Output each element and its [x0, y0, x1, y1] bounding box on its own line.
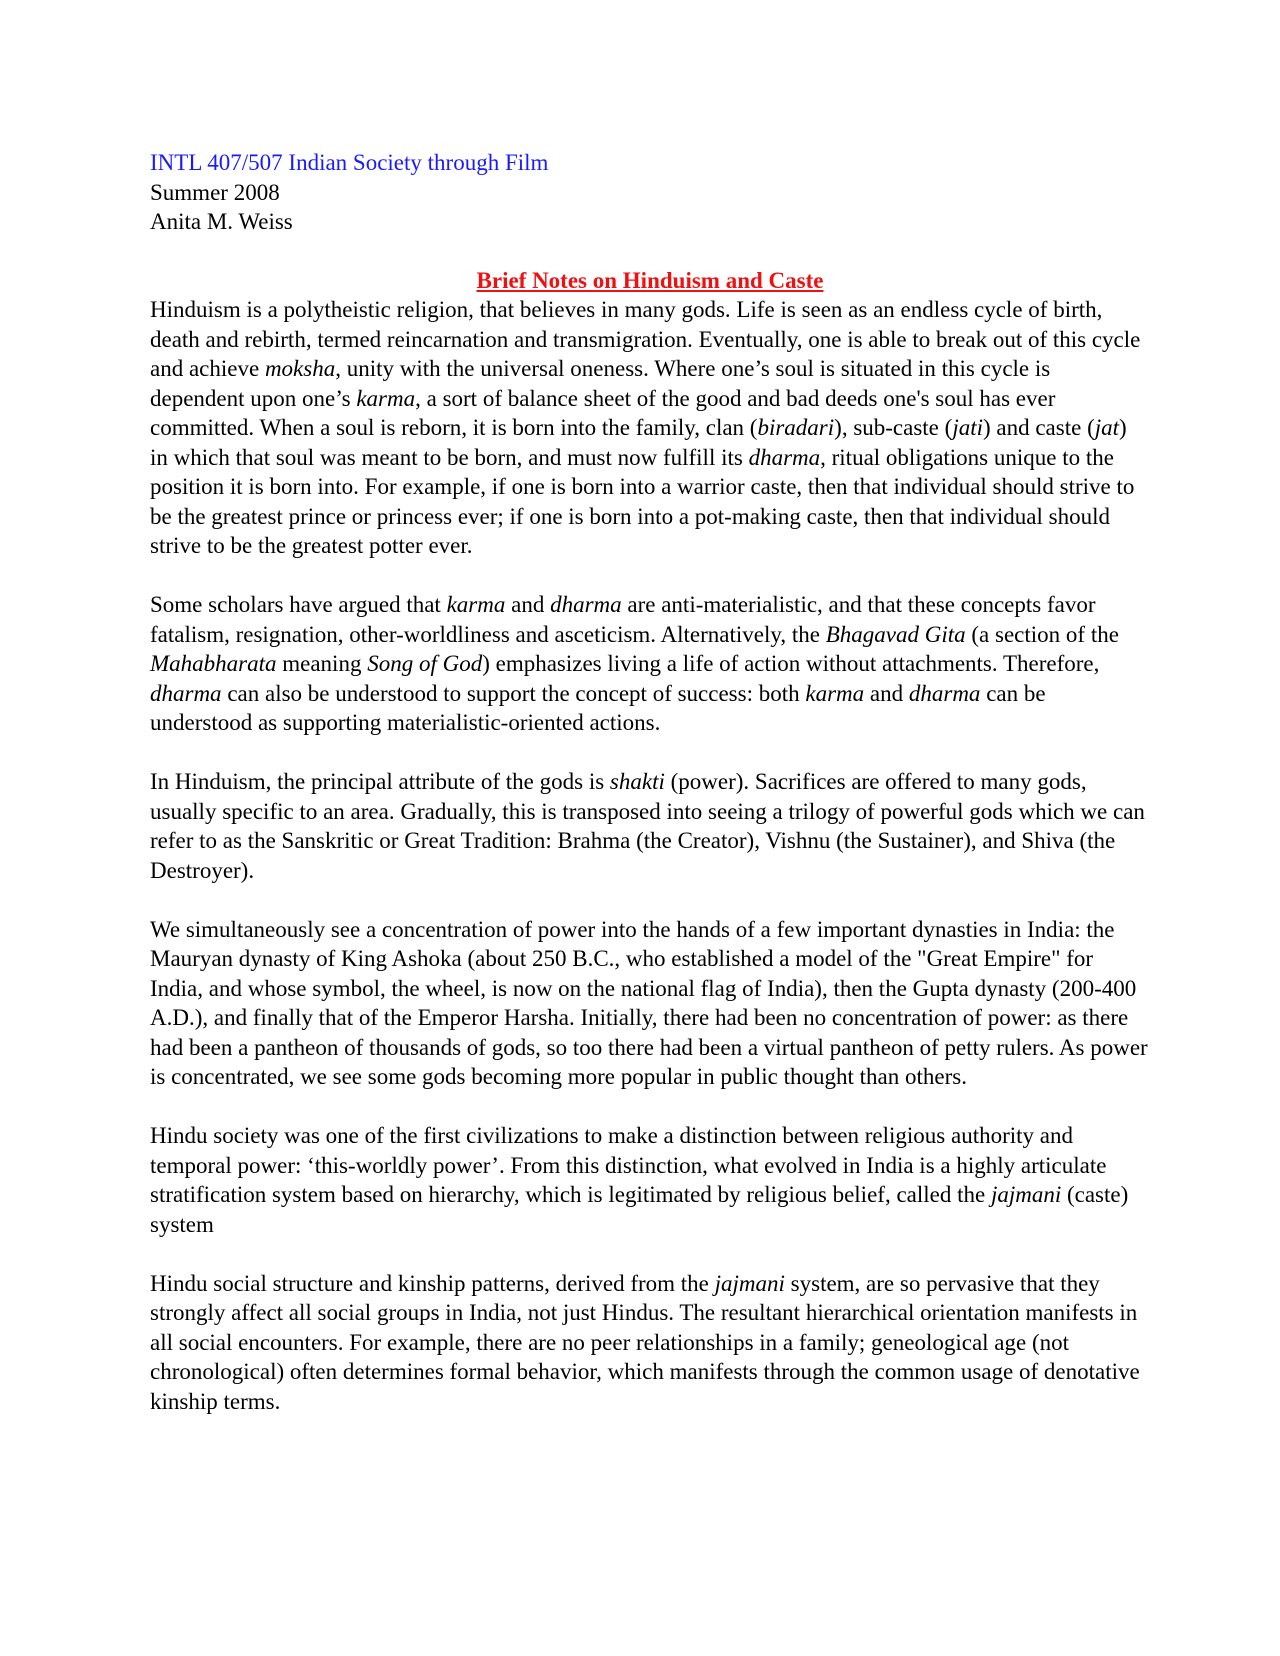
text-run: Hindu social structure and kinship patterns, derived from the: [150, 1270, 715, 1296]
text-run: In Hinduism, the principal attribute of the gods is: [150, 769, 610, 794]
text-run: , a sort of balance sheet of the good and bad deeds one's soul has ever committed. When a soul is reborn, it is born into the family, clan (: [150, 385, 1056, 440]
paragraph-kinship: [150, 1269, 1150, 1417]
document-body: [150, 295, 1150, 1416]
italic-term: jati: [952, 415, 983, 440]
text-run: ), sub-caste (: [834, 415, 953, 440]
italic-term: karma: [805, 680, 865, 706]
paragraph-reincarnation: [150, 295, 1150, 561]
text-run: and: [864, 680, 909, 706]
italic-term: jajmani: [990, 1182, 1062, 1207]
italic-term: karma: [356, 385, 416, 411]
text-run: Hindu society was one of the first civilizations to make a distinction between religious authority and temporal power: ‘this-worldly power’. From this distinction, what evolved in India is a highly articulate stratification system based on hierarchy, which is legitimated by religious belief, called the: [150, 1123, 1107, 1207]
italic-term: jat: [1094, 415, 1120, 440]
text-run: and: [505, 592, 551, 617]
text-run: can also be understood to support the concept of success: both: [221, 680, 806, 706]
italic-term: Song of God: [367, 651, 483, 676]
text-run: (a section of the: [965, 621, 1119, 647]
italic-term: shakti: [609, 769, 665, 794]
paragraph-karma-dharma: [150, 590, 1150, 738]
italic-term: dharma: [550, 592, 622, 617]
paragraph-dynasties: [150, 915, 1150, 1092]
text-run: (caste) system: [150, 1182, 1129, 1237]
author: Anita M. Weiss: [150, 209, 293, 234]
text-run: , unity with the universal oneness. Where one’s soul is situated in this cycle is dependent upon one’s: [150, 356, 1051, 411]
text-run: Hinduism is a polytheistic religion, that believes in many gods. Life is seen as an endless cycle of birth, death and rebirth, termed reincarnation and transmigration. Eventually, one is able to break out of this cycle and achieve: [150, 297, 1141, 381]
text-run: ) emphasizes living a life of action without attachments. Therefore,: [482, 651, 1100, 676]
italic-term: jajmani: [714, 1270, 785, 1296]
term: Summer 2008: [150, 179, 280, 205]
italic-term: Mahabharata: [150, 651, 277, 676]
text-run: ) and caste (: [982, 415, 1095, 440]
course-title: INTL 407/507 Indian Society through Film: [150, 150, 549, 175]
paragraph-shakti: [150, 767, 1150, 885]
italic-term: moksha: [264, 356, 336, 381]
text-run: Some scholars have argued that: [150, 592, 447, 617]
italic-term: dharma: [748, 444, 821, 470]
italic-term: Bhagavad Gita: [825, 621, 966, 647]
italic-term: dharma: [150, 680, 222, 706]
text-run: , ritual obligations unique to the position it is born into. For example, if one is born into a warrior caste, then that individual should strive to be the greatest prince or princess ever; if one is born into a pot-making caste, then that individual should strive to be the greatest potter ever.: [150, 444, 1135, 558]
text-run: (power). Sacrifices are offered to many gods, usually specific to an area. Gradually, this is transposed into seeing a trilogy of powerful gods which we can refer to as the Sanskritic or Great Tradition: Brahma (the Creator), Vishnu (the Sustainer), and Shiva (the Destroyer).: [150, 769, 1145, 883]
text-run: We simultaneously see a concentration of power into the hands of a few important dynasties in India: the Mauryan dynasty of King Ashoka (about 250 B.C., who established a model of the "Great Empire" for India, and whose symbol, the wheel, is now on the national flag of India), then the Gupta dynasty (200-400 A.D.), and finally that of the Emperor Harsha. Initially, there had been no concentration of power: as there had been a pantheon of thousands of gods, so too there had been a virtual pantheon of petty rulers. As power is concentrated, we see some gods becoming more popular in public thought than others.: [150, 916, 1148, 1089]
text-run: ) in which that soul was meant to be born, and must now fulfill its: [150, 415, 1127, 470]
italic-term: dharma: [908, 680, 981, 706]
document-page: [150, 148, 1150, 1416]
text-run: meaning: [276, 651, 368, 676]
text-run: can be understood as supporting materialistic-oriented actions.: [150, 680, 1046, 735]
text-run: are anti-materialistic, and that these concepts favor fatalism, resignation, other-worldliness and asceticism. Alternatively, the: [150, 592, 1096, 647]
italic-term: biradari: [757, 415, 835, 440]
text-run: system, are so pervasive that they strongly affect all social groups in India, not just Hindus. The resultant hierarchical orientation manifests in all social encounters. For example, there are no peer relationships in a family; geneological age (not chronological) often determines formal behavior, which manifests through the common usage of denotative kinship terms.: [150, 1270, 1140, 1414]
paragraph-temporal-power: [150, 1121, 1150, 1239]
document-title: Brief Notes on Hinduism and Caste: [476, 267, 824, 293]
italic-term: karma: [446, 592, 506, 617]
